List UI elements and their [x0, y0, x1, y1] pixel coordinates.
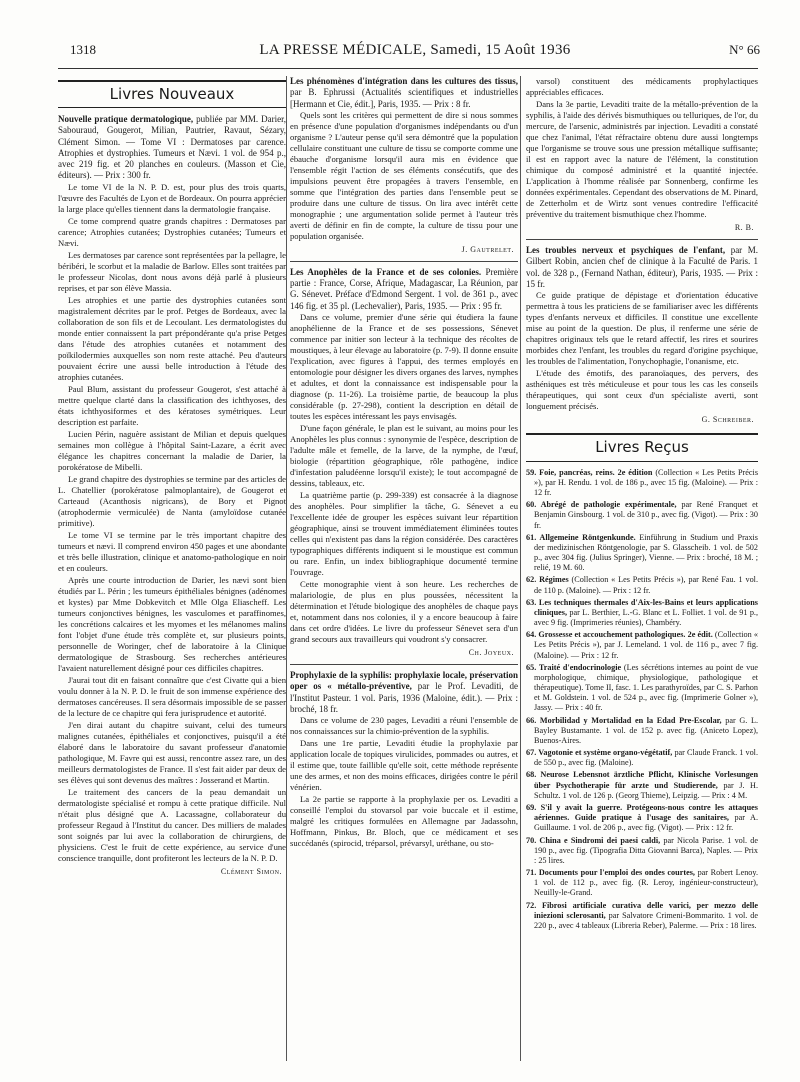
article-signature: R. B.	[734, 223, 754, 232]
received-book-title: 63. Les techniques thermales d'Aix-les-Bains et leurs applications cliniques,	[526, 597, 758, 617]
received-book-details: (Collection « Les Petits Précis »), par H. Rendu. 1 vol. de 186 p., avec 15 fig. (Maloine). — Prix : 12 fr.	[534, 467, 758, 497]
article-signature: G. Schreiber.	[701, 415, 754, 425]
article-title	[58, 114, 286, 182]
received-book-title: 60. Abrégé de pathologie expérimentale,	[526, 500, 677, 510]
received-book-entry	[526, 803, 758, 834]
paragraph: Lucien Périn, naguère assistant de Milian et depuis quelques semaines mon collègue à l'hôpital Saint-Lazare, a écrit avec élégance les chapitres concernant la maladie de Darier, la porokératose de Mibelli.	[58, 428, 286, 472]
paragraph: Le grand chapitre des dystrophies se termine par des articles de L. Chatellier (porokératose palmoplantaire), de Gougerot et Carteaud (Acanthosis nigricans), de Bory et Pignot (atrophodermie vermiculée) de Nanta (amyloïdose cutanée primitive).	[58, 473, 286, 528]
paragraph: Le tome VI se termine par le très important chapitre des tumeurs et nævi. Il comprend environ 450 pages et une abondante et très belle illustration, clinique et anatomo-pathologique en noir et en couleurs.	[58, 529, 286, 573]
paragraph: Ce tome comprend quatre grands chapitres : Dermatoses par carence; Atrophies cutanées; Dystrophies cutanées; Tumeurs et Nævi.	[58, 215, 286, 248]
received-book-details: par Robert Lenoy. 1 vol. de 112 p., avec fig. (R. Leroy, ingénieur-constructeur), Neuilly-le-Grand.	[534, 868, 758, 898]
received-book-entry	[526, 630, 758, 661]
paragraph: J'aurai tout dit en faisant connaître que c'est Civatte qui a bien voulu donner à la N. P. D. le fruit de son immense expérience des dermatoses cancéreuses. Il sera désormais impossible de se passer de la lecture de ce chapitre qui fera jurisprudence et autorité.	[58, 674, 286, 718]
received-book-entry	[526, 748, 758, 768]
article-byline: par B. Ephrussi (Actualités scientifiques et industrielles [Hermann et Cie, édit.], Paris, 1935. — Prix : 8 fr.	[290, 87, 518, 109]
paragraph: Dans ce volume, premier d'une série qui étudiera la faune anophélienne de la France et de ses possessions, Sénevet commence par initier son lecteur à la technique des récoltes de moustiques, à leur élevage au laboratoire (p. 7-9). Il donne ensuite l'explication, avec figures à l'appui, des termes employés en entomologie pour désigner les divers organes des larves, nymphes et adultes, et dont la connaissance est indispensable pour la diagnose (p. 11-26). La troisième partie, de beaucoup la plus considérable (p. 27-298), contient la description en détail de toutes les espèces intéressant les pays envisagés.	[290, 311, 518, 421]
article-byline: par le Prof. Levaditi, de l'Institut Pasteur. 1 vol. Paris, 1936 (Maloine, édit.). — Prix : broché, 18 fr.	[290, 681, 518, 714]
received-book-details: par Nicola Parise. 1 vol. de 190 p., avec fig. (Tipografia Ditta Giovanni Barca), Naples. — Prix : 25 lires.	[534, 835, 758, 865]
column-divider	[520, 76, 521, 1061]
column-divider	[286, 76, 287, 1061]
article-title-text: Les phénomènes d'intégration dans les cultures des tissus,	[290, 76, 518, 86]
article-signature: J. Gautrelet.	[461, 244, 514, 254]
paragraph: Dans la 3e partie, Levaditi traite de la métallo-prévention de la syphilis, à l'aide des dérivés bismuthiques ou telluriques, de l'or, du mercure, de l'arsenic, administrés par injection. Levaditi a constaté que chez l'animal, l'état réfractaire obtenu dure aussi longtemps que l'organisme se trouve sous une pression métallique suffisante; il est en rapport avec la nature de l'élément, la constitution chimique du composé administré et la quantité injectée. L'application à l'homme réalisée par Sonnenberg, confirme les données expérimentales. Cependant des observations de M. Pinard, de Zetterholm et de Wirtz sont venues contredire l'efficacité préventive du traitement bismuthique chez l'homme.	[526, 99, 758, 219]
article-title-text: Les Anophèles de la France et de ses colonies.	[290, 266, 482, 277]
received-book-title: 70. China e Sindromi dei paesi caldi,	[526, 835, 661, 845]
received-book-title: 71. Documents pour l'emploi des ondes courtes,	[526, 868, 695, 878]
received-book-title: 62. Régimes	[526, 575, 569, 585]
page-number: 1318	[70, 42, 96, 57]
article-title	[526, 245, 758, 290]
received-book-details: (Collection « Les Petits Précis »), par J. Lemeland. 1 vol. de 116 p., avec 7 fig. (Maloine). — Prix : 12 fr.	[534, 630, 758, 660]
column-2	[290, 76, 518, 1061]
received-book-entry	[526, 468, 758, 499]
received-book-details: par J. H. Schultz. 1 vol. de 126 p. (Georg Thieme), Leipzig. — Prix : 4 M.	[534, 780, 758, 800]
article-signature: Ch. Joyeux.	[468, 647, 514, 657]
received-book-entry	[526, 836, 758, 867]
received-book-entry	[526, 716, 758, 747]
section-title-livres-nouveaux: Livres Nouveaux	[58, 80, 286, 108]
article-byline: par M. Gilbert Robin, ancien chef de clinique à la Faculté de Paris. 1 vol. de 328 p., (Fernand Nathan, éditeur), Paris, 1935. — Prix : 15 fr.	[526, 245, 758, 289]
column-1	[58, 76, 286, 1061]
article-divider	[526, 239, 758, 240]
paragraph: Ce guide pratique de dépistage et d'orientation éducative permettra à tous les praticiens de se familiariser avec les différents types d'enfants nerveux et difficiles. Il constitue une excellente mise au point de la question. De plus, il renferme une série de chapitres originaux tels que le retard affectif, les rires et sourires morbides chez l'enfant, les troubles du regard d'origine psychique, les troubles de l'alimentation, l'onychophagie, l'onanisme, etc.	[526, 290, 758, 367]
received-book-entry	[526, 901, 758, 932]
article-body	[290, 715, 518, 849]
paragraph: Le tome VI de la N. P. D. est, pour plus des trois quarts, l'œuvre des Facultés de Lyon et de Bordeaux. On pourra apprécier la large place qu'elles tiennent dans la dermatologie française.	[58, 181, 286, 214]
received-book-details: par A. Guillaume. 1 vol. de 206 p., avec fig. (Vigot). — Prix : 12 fr.	[534, 813, 758, 833]
received-books-list	[526, 468, 758, 931]
received-book-entry	[526, 598, 758, 629]
paragraph: Dans ce volume de 230 pages, Levaditi a réuni l'ensemble de nos connaissances sur la chimio-prévention de la syphilis.	[290, 715, 518, 737]
article-title-text: Prophylaxie de la syphilis: prophylaxie locale, préservation oper os « métallo-préventive,	[290, 670, 518, 692]
paragraph: J'en dirai autant du chapitre suivant, celui des tumeurs malignes cutanées, épithéliales et conjonctives, puisqu'il a été élaboré dans le laboratoire du savant professeur d'anatomie pathologique, M. Favre qui est aussi, rencontre assez rare, un des meilleurs dermatologistes de France. Il s'est fait aider par deux de ses élèves qui sont devenus des maîtres : Josserand et Martin.	[58, 719, 286, 785]
received-book-title: 61. Allgemeine Röntgenkunde.	[526, 532, 636, 542]
paragraph: La quatrième partie (p. 299-339) est consacrée à la diagnose des anophèles. Pour simplifier la tâche, G. Sénevet a eu l'excellente idée de grouper les espèces suivant leur répartition géographique, ainsi se trouvent immédiatement éliminées toutes celles qui n'existent pas dans la région considérée. Des caractères typographiques différents indiquent si le moustique est commun ou rare. Enfin, un index bibliographique documenté termine l'ouvrage.	[290, 489, 518, 577]
paragraph: Cette monographie vient à son heure. Les recherches de malariologie, de plus en plus poussées, nécessitent la détermination et l'étude biologique des anophèles de chaque pays et, notamment dans nos colonies, il y a encore beaucoup à faire dans cet ordre d'idées. Le livre du professeur Sénevet sera d'un grand secours aux travailleurs qui voudront s'y consacrer.	[290, 578, 518, 644]
paragraph: La 2e partie se rapporte à la prophylaxie per os. Levaditi a conseillé l'emploi du stovarsol par voie buccale et il estime, malgré les critiques formulées en Allemagne par Jadassohn, Hoffmann, Pinkus, Br. Bloch, que ce médicament et ses succédanés (spirocid, tréparsol, prévarsyl, uréthane, ou sto-	[290, 794, 518, 849]
article-title	[290, 267, 518, 312]
article-body	[58, 182, 286, 864]
article-title	[290, 76, 518, 110]
received-book-entry	[526, 770, 758, 801]
page-header	[70, 42, 760, 64]
article-body	[526, 290, 758, 412]
article-divider	[290, 664, 518, 665]
received-book-details: par Claude Franck. 1 vol. de 550 p., avec fig. (Maloine).	[534, 748, 758, 768]
received-book-title: 64. Grossesse et accouchement pathologiques. 2e édit.	[526, 630, 713, 640]
article-body	[526, 76, 758, 220]
article-title-text: Les troubles nerveux et psychiques de l'enfant,	[526, 245, 726, 256]
article-title-text: Nouvelle pratique dermatologique,	[58, 114, 194, 125]
paragraph: Dans une 1re partie, Levaditi étudie la prophylaxie par application locale de topiques virulicides, pommades ou autres, et il estime que, toute faillible qu'elle soit, cette méthode représente une des armes, et non des moins efficaces, dirigées contre le péril vénérien.	[290, 738, 518, 793]
paragraph: Le traitement des cancers de la peau demandait un dermatologiste spécialisé et rompu à cette pratique difficile. Nul n'était plus désigné que A. Lacassagne, collaborateur du professeur Regaud à l'Institut du cancer. Des milliers de malades sont soignés par lui avec la collaboration de chirurgiens, de physiciens. C'est le fruit de cette expérience, au service d'une conscience tranquille, dont profiteront les lecteurs de la N. P. D.	[58, 786, 286, 863]
received-book-details: par L. Berthier, L.-G. Blanc et L. Folliet. 1 vol. de 91 p., avec 9 fig. (Imprimeries réunies), Chambéry.	[534, 607, 758, 628]
received-book-details: par Salvatore Crimeni-Bommarito. 1 vol. de 220 p., avec 4 tableaux (Libreria Reber), Palerme. — Prix : 18 lires.	[534, 910, 758, 930]
received-book-details: (Collection « Les Petits Précis »), par René Fau. 1 vol. de 110 p. (Maloine). — Prix : 12 fr.	[534, 575, 758, 595]
received-book-details: Einführung in Studium und Praxis der medizinischen Röntgenologie, par S. Glasscheib. 1 vol. de 502 p., avec 304 fig. (Julius Springer), Vienne. — Prix : broché, 18 M. ; relié, 19 M. 60.	[534, 532, 758, 573]
header-rule	[58, 68, 758, 69]
received-book-entry	[526, 533, 758, 574]
received-book-title: 68. Neurose Lebensnot ärztliche Pflicht, Klinische Vorlesungen über Psychotherapie für arzte und Studierende,	[526, 770, 758, 790]
received-book-entry	[526, 575, 758, 595]
paragraph: Les atrophies et une partie des dystrophies cutanées sont magistralement décrites par le prof. Petges de Bordeaux, avec la collaboration de son fils et de Lecoulant. Les dermatologistes du monde entier connaissent la part prépondérante qu'a prise Petges dans l'étude des atrophies cutanées et notamment des poïkilodermies auxquelles son nom reste attaché. Peu d'auteurs pouvaient écrire une aussi belle introduction à l'étude des atrophies cutanées.	[58, 294, 286, 382]
paragraph: Paul Blum, assistant du professeur Gougerot, s'est attaché à mettre quelque clarté dans la classification des ichthyoses, des états ichthyosiformes et des kératoses symétriques. Leur description est parfaite.	[58, 383, 286, 427]
article-body	[290, 312, 518, 645]
article-title	[290, 670, 518, 715]
article-byline: publiée par MM. Darier, Sabouraud, Gougerot, Milian, Pautrier, Ravaut, Sézary, Clément Simon. — Tome VI : Dermatoses par carence. Atrophies et dystrophies. Tumeurs et Nævi. 1 vol. de 954 p., avec 219 fig. et 20 planches en couleurs. (Masson et Cie, éditeurs). — Prix : 300 fr.	[58, 114, 286, 181]
received-book-title: 69. S'il y avait la guerre. Protégeons-nous contre les attaques aériennes. Guide pratique à l'usage des sanitaires,	[526, 802, 758, 823]
received-book-title: 59. Foie, pancréas, reins. 2e édition	[526, 467, 653, 477]
journal-title: LA PRESSE MÉDICALE, Samedi, 15 Août 1936	[259, 42, 571, 58]
article-signature: Clément Simon.	[220, 866, 282, 876]
issue-number: N° 66	[729, 42, 760, 57]
received-book-title: 67. Vagotonie et système organo-végétatif,	[526, 748, 673, 758]
received-book-title: 72. Fibrosi artificiale curativa delle varici, per mezzo delle iniezioni sclerosanti,	[526, 900, 758, 920]
paragraph: D'une façon générale, le plan est le suivant, au moins pour les Anophèles les plus connus : synonymie de l'espèce, description de l'adulte mâle et femelle, de la larve, de la nymphe, de l'œuf, biologie (répartition géographique, rôle pathogène, indice d'infestation paludéenne lorsqu'il existe); le tout accompagné de dessins, tableaux, etc.	[290, 422, 518, 488]
article-divider	[290, 261, 518, 262]
received-book-details: (Les sécrétions internes au point de vue morphologique, chimique, physiologique, pathologique et thérapeutique). Tome II, fasc. 1. Les parathyroïdes, par C. S. Parhon et M. Goldstein. 1 vol. de 524 p., avec fig. (Imprimerie Golner »), Jassy. — Prix : 40 fr.	[534, 662, 758, 713]
paragraph: L'étude des émotifs, des paranoïaques, des pervers, des asthéniques est très méticuleuse et pour tous les cas les conseils thérapeutiques, qui sont ceux d'un spécialiste averti, sont longuement précisés.	[526, 368, 758, 412]
paragraph: Après une courte introduction de Darier, les nævi sont bien étudiés par L. Périn ; les tumeurs épithéliales bénignes (adénomes et kystes) par Mme Dobkevitch et Mlle Olga Eliascheff. Les tumeurs conjonctives bénignes, les vasculomes et paraffinomes, les concrétions calcaires et les myomes et les mélanomes malins font l'objet d'une étude très complète et, sur plusieurs points, personnelle de Woringer, chef de laboratoire à la Clinique dermatologique de Strasbourg. Ses recherches antérieures l'avaient naturellement désigné pour ces difficiles chapitres.	[58, 574, 286, 673]
article-body	[290, 110, 518, 242]
received-book-entry	[526, 868, 758, 899]
received-book-title: 65. Traité d'endocrinologie	[526, 662, 622, 672]
section-title-livres-recus: Livres Reçus	[526, 433, 758, 461]
received-book-entry	[526, 663, 758, 714]
received-book-details: par G. L. Bayley Bustamante. 1 vol. de 152 p. avec fig. (Aniceto Lopez), Buenos-Aires.	[534, 715, 758, 745]
paragraph: varsol) constituent des médicaments prophylactiques appréciables efficaces.	[526, 76, 758, 97]
column-3	[526, 76, 758, 1061]
paragraph: Les dermatoses par carence sont représentées par la pellagre, le béribéri, le scorbut et la maladie de Barlow. Elles sont traitées par le professeur Nicolas, dont nous avons déjà parlé à plusieurs reprises, et par son élève Massia.	[58, 249, 286, 293]
article-byline: Première partie : France, Corse, Afrique, Madagascar, La Réunion, par G. Sénevet. Préface d'Edmond Sergent. 1 vol. de 361 p., avec 146 fig. et 35 pl. (Lechevalier), Paris, 1935. — Prix : 95 fr.	[290, 266, 518, 311]
received-book-details: par René Franquet et Benjamin Ginsbourg. 1 vol. de 310 p., avec fig. (Vigot). — Prix : 30 fr.	[534, 500, 758, 530]
paragraph: Quels sont les critères qui permettent de dire si nous sommes en présence d'une population d'organismes indépendants ou d'un organisme ? L'auteur pense qu'il sera démontré que la population cellulaire constituant une culture de tissu se comporte comme une ébauche d'organisme lorsqu'il aura mis en évidence que l'ensemble régit l'action de ses éléments consécutifs, que des impulsions peuvent être propagées à travers l'ensemble, en somme que l'intégration des parties dans l'ensemble peut se produire dans une culture de tissus. On lira avec intérêt cette monographie ; une argumentation solide permet à l'auteur très averti de définir en fin de compte, la culture de tissu pour une population organisée.	[290, 109, 518, 241]
received-book-entry	[526, 500, 758, 531]
received-book-title: 66. Morbilidad y Mortalidad en la Edad Pre-Escolar,	[526, 715, 722, 725]
